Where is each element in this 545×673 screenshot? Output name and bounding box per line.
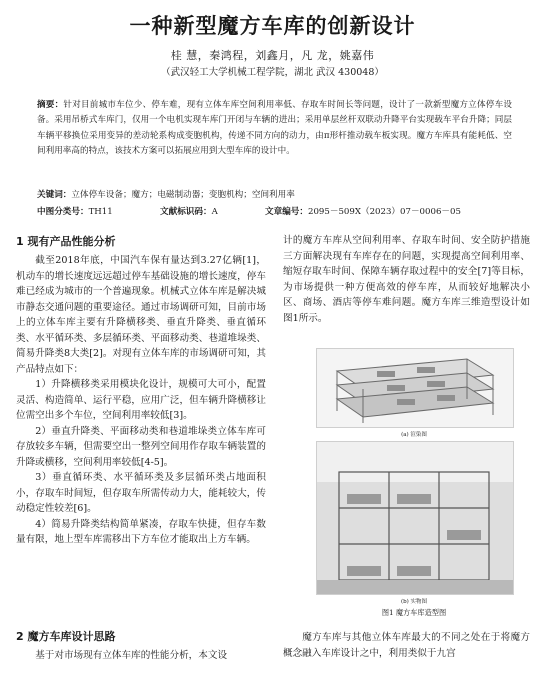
article-id-label: 文章编号： — [265, 207, 308, 217]
article-id-value: 2095－509X（2023）07－0006－05 — [307, 207, 461, 217]
render-image — [316, 348, 514, 428]
section-2-paragraph: 基于对市场现有立体车库的性能分析，本文设 — [35, 650, 228, 661]
section-1-heading: 1 现有产品性能分析 — [16, 235, 116, 248]
keywords — [37, 188, 295, 200]
section-2 — [16, 628, 266, 664]
clc-label: 中图分类号： — [37, 207, 89, 217]
section-1-item-3: 3）垂直循环类、水平循环类及多层循环类占地面积小，存取车时间短，但存取车所需传动力大，能耗较大，传动稳定性较差[6]。 — [16, 472, 266, 514]
clc-number — [37, 205, 113, 217]
subcaption-b: (b) 实物图 — [400, 599, 428, 605]
photo-image — [316, 441, 514, 595]
keywords-label: 关键词： — [37, 190, 72, 200]
paper-title: 一种新型魔方车库的创新设计 — [129, 14, 416, 38]
code-value: A — [211, 207, 218, 217]
section-1-item-1: 1）升降横移类采用模块化设计，规模可大可小，配置灵活、构造简单、运行平稳，应用广泛，但车辆升降横移让位需空出多个车位，空间利用率较低[3]。 — [16, 379, 266, 421]
section-1-paragraph: 截至2018年底，中国汽车保有量达到3.27亿辆[1]，机动车的增长速度远远超过停车基础设施的增长速度，停车难已经成为城市的一个普遍现象。机械式立体车库是解决城市静态交通问题的重要途径。通过市场调研可知，目前市场上的立体车库主要有升降横移类、垂直升降类、垂直循环类、水平循环类、多层循环类、平面移动类、巷道堆垛类、简易升降类8大类[2]。对现有立体车库的市场调研可知，其产品特点如下： — [16, 255, 266, 375]
abstract-text: 针对目前城市车位少、停车难，现有立体车库空间利用率低、存取车时间长等问题，设计了一款新型魔方立体停车设备。采用吊桥式车库门，仅用一个电机实现车库门开闭与车辆的进出；采用单层丝杆双联动升降平台实现载车平台升降；同层车辆平移换位采用变异的差动轮系构成变胞机构，传递不同方向的动力，由π形杆推动载车板实现。魔方车库具有能耗低、空间利用率高的特点，该技术方案可以拓展应用到大型车库的设计中。 — [37, 100, 512, 157]
author-list: 桂 慧，秦鸿程，刘鑫月，凡 龙，姚嘉伟 — [170, 49, 375, 62]
document-code — [160, 205, 218, 217]
article-number — [265, 205, 461, 217]
subcaption-a: (a) 渲染图 — [401, 432, 427, 438]
abstract-label: 摘要： — [37, 100, 64, 110]
photo-illustration — [317, 442, 513, 594]
figure-1 — [316, 348, 512, 618]
right-column-paragraph: 计的魔方车库从空间利用率、存取车时间、安全防护措施三方面解决现有车库存在的问题，实现提高空间利用率、缩短存取车时间、保障车辆存取过程中的安全[7]等目标，为市场提供一种方便高效的停车库，从而较好地解决小区、商场、酒店等停车难问题。魔方车库三维造型设计如图1所示。 — [283, 235, 530, 324]
figure-caption: 图1 魔方车库造型图 — [381, 608, 447, 617]
code-label: 文献标识码： — [160, 207, 212, 217]
section-2-right — [283, 630, 530, 661]
section-1-item-2: 2）垂直升降类、平面移动类和巷道堆垛类立体车库可存放较多车辆，但需要空出一整列空间用作存取车辆装置的升降或横移，空间利用率较低[4-5]。 — [16, 425, 266, 468]
clc-value: TH11 — [88, 207, 113, 217]
abstract — [37, 98, 512, 160]
keywords-text: 立体停车设备；魔方；电磁制动器；变胞机构；空间利用率 — [71, 190, 295, 200]
section-1-item-4: 4）简易升降类结构简单紧凑，存取车快捷，但存车数量有限，地上型车库需移出下方车位才能取出上方车辆。 — [16, 518, 266, 545]
render-illustration — [317, 349, 513, 427]
right-column — [283, 233, 530, 326]
section-2-right-paragraph: 魔方车库与其他立体车库最大的不同之处在于将魔方概念融入车库设计之中，利用类似于九宫 — [283, 632, 530, 659]
affiliation: （武汉轻工大学机械工程学院，湖北 武汉 430048） — [161, 67, 384, 78]
left-column — [16, 233, 266, 548]
section-2-heading: 2 魔方车库设计思路 — [16, 630, 116, 643]
